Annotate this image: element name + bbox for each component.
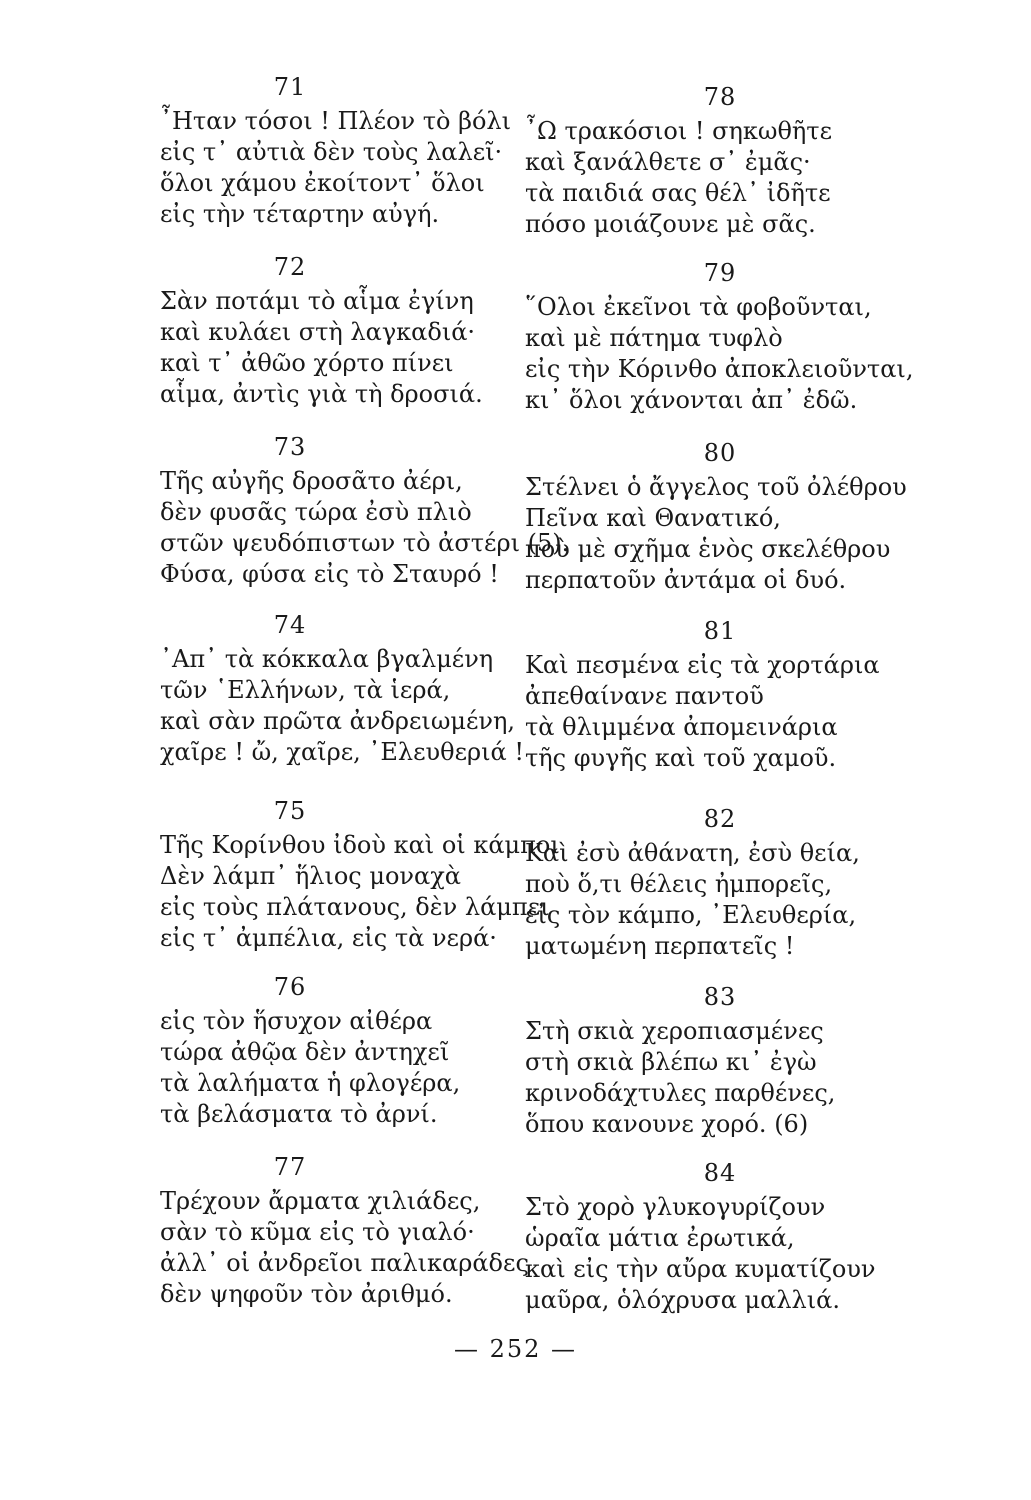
verse-line: ποὺ ὅ,τι θέλεις ἠμπορεῖς,: [525, 870, 833, 898]
verse-line: εἰς τοὺς πλάτανους, δὲν λάμπει: [160, 893, 550, 921]
verse-line: ὡραῖα μάτια ἐρωτικά,: [525, 1224, 795, 1252]
stanza-76: [160, 972, 540, 1130]
verse-line: αἷμα, ἀντὶς γιὰ τὴ δροσιά.: [160, 380, 483, 408]
verse-line: δὲν φυσᾶς τώρα ἐσὺ πλιὸ: [160, 498, 472, 526]
verse-line: εἰς τ᾽ αὐτιὰ δὲν τοὺς λαλεῖ·: [160, 138, 503, 166]
stanza-number: 81: [703, 617, 737, 645]
verse-line: Τῆς Κορίνθου ἰδοὺ καὶ οἱ κάμποι: [160, 831, 560, 859]
verse-line: περπατοῦν ἀντάμα οἱ δυό.: [525, 566, 847, 594]
verse-line: Δὲν λάμπ᾽ ἥλιος μοναχὰ: [160, 862, 461, 890]
verse-line: Καὶ ἐσὺ ἀθάνατη, ἐσὺ θεία,: [525, 839, 860, 867]
verse-line: καὶ κυλάει στὴ λαγκαδιά·: [160, 318, 476, 346]
verse-line: εἰς τὴν Κόρινθο ἀποκλειοῦνται,: [525, 355, 914, 383]
verse-line: τώρα ἀθῷα δὲν ἀντηχεῖ: [160, 1038, 450, 1066]
stanza-number: 78: [703, 83, 737, 111]
stanza-number: 82: [703, 805, 737, 833]
page-number: — 252 —: [453, 1335, 578, 1363]
verse-line: τῶν ῾Ελλήνων, τὰ ἱερά,: [160, 676, 451, 704]
stanza-75: [160, 796, 560, 954]
verse-line: καὶ τ᾽ ἀθῶο χόρτο πίνει: [160, 349, 454, 377]
stanza-number: 77: [273, 1153, 307, 1181]
stanza-number: 84: [703, 1159, 737, 1187]
verse-line: ποὺ μὲ σχῆμα ἑνὸς σκελέθρου: [525, 535, 891, 563]
verse-line: εἰς τὴν τέταρτην αὐγή.: [160, 200, 440, 228]
stanza-79: [525, 258, 914, 416]
verse-line: ᾽Απ᾽ τὰ κόκκαλα βγαλμένη: [160, 645, 494, 673]
stanza-80: [525, 438, 905, 596]
verse-line: ὅλοι χάμου ἐκοίτοντ᾽ ὅλοι: [160, 169, 485, 197]
verse-line: καὶ εἰς τὴν αὔρα κυματίζουν: [525, 1255, 876, 1283]
verse-line: Στὴ σκιὰ χεροπιασμένες: [525, 1017, 824, 1045]
verse-line: στῶν ψευδόπιστων τὸ ἀστέρι (5).: [160, 529, 570, 557]
verse-line: πόσο μοιάζουνε μὲ σᾶς.: [525, 210, 816, 238]
verse-line: Τρέχουν ἄρματα χιλιάδες,: [160, 1187, 481, 1215]
verse-line: χαῖρε ! ὤ, χαῖρε, ᾽Ελευθεριά !: [160, 738, 525, 766]
verse-line: κρινοδάχτυλες παρθένες,: [525, 1079, 836, 1107]
stanza-73: [160, 432, 570, 590]
verse-line: τὰ βελάσματα τὸ ἀρνί.: [160, 1100, 438, 1128]
verse-line: Στὸ χορὸ γλυκογυρίζουν: [525, 1193, 826, 1221]
verse-line: ῞Ολοι ἐκεῖνοι τὰ φοβοῦνται,: [525, 293, 872, 321]
stanza-number: 80: [703, 439, 737, 467]
verse-line: μαῦρα, ὁλόχρυσα μαλλιά.: [525, 1286, 841, 1314]
stanza-84: [525, 1158, 905, 1316]
stanza-72: [160, 252, 540, 410]
verse-line: Τῆς αὐγῆς δροσᾶτο ἀέρι,: [160, 467, 463, 495]
verse-line: ῏Ηταν τόσοι ! Πλέον τὸ βόλι: [160, 107, 512, 135]
verse-line: Πεῖνα καὶ Θανατικό,: [525, 504, 781, 532]
verse-line: καὶ μὲ πάτημα τυφλὸ: [525, 324, 783, 352]
verse-line: κι᾽ ὅλοι χάνονται ἀπ᾽ ἐδῶ.: [525, 386, 858, 414]
verse-line: Στέλνει ὁ ἄγγελος τοῦ ὀλέθρου: [525, 473, 907, 501]
verse-line: ἀπεθαίνανε παντοῦ: [525, 682, 764, 710]
verse-line: Καὶ πεσμένα εἰς τὰ χορτάρια: [525, 651, 880, 679]
verse-line: Σὰν ποτάμι τὸ αἷμα ἐγίνη: [160, 287, 474, 315]
verse-line: τὰ θλιμμένα ἀπομεινάρια: [525, 713, 838, 741]
verse-line: ῏Ω τρακόσιοι ! σηκωθῆτε: [525, 117, 832, 145]
stanza-74: [160, 610, 540, 768]
verse-line: τὰ παιδιά σας θέλ᾽ ἰδῆτε: [525, 179, 831, 207]
verse-line: ὅπου κανουνε χορό. (6): [525, 1110, 809, 1138]
stanza-81: [525, 616, 905, 774]
verse-line: στὴ σκιὰ βλέπω κι᾽ ἐγὼ: [525, 1048, 817, 1076]
stanza-number: 73: [273, 433, 307, 461]
stanza-number: 75: [273, 797, 307, 825]
verse-line: ματωμένη περπατεῖς !: [525, 932, 795, 960]
stanza-number: 76: [273, 973, 307, 1001]
stanza-82: [525, 804, 905, 962]
verse-line: ἀλλ᾽ οἱ ἀνδρεῖοι παλικαράδες: [160, 1249, 529, 1277]
stanza-number: 72: [273, 253, 307, 281]
stanza-71: [160, 72, 540, 230]
verse-line: καὶ σὰν πρῶτα ἀνδρειωμένη,: [160, 707, 516, 735]
verse-line: δὲν ψηφοῦν τὸν ἀριθμό.: [160, 1280, 453, 1308]
stanza-number: 83: [703, 983, 737, 1011]
verse-line: τὰ λαλήματα ἡ φλογέρα,: [160, 1069, 461, 1097]
verse-line: Φύσα, φύσα εἰς τὸ Σταυρό !: [160, 560, 499, 588]
verse-line: σὰν τὸ κῦμα εἰς τὸ γιαλό·: [160, 1218, 475, 1246]
stanza-number: 74: [273, 611, 307, 639]
verse-line: εἰς τὸν ἥσυχον αἰθέρα: [160, 1007, 433, 1035]
stanza-83: [525, 982, 905, 1140]
verse-line: τῆς φυγῆς καὶ τοῦ χαμοῦ.: [525, 744, 837, 772]
stanza-number: 71: [273, 73, 307, 101]
stanza-78: [525, 82, 905, 240]
verse-line: εἰς τ᾽ ἀμπέλια, εἰς τὰ νερά·: [160, 924, 497, 952]
stanza-77: [160, 1152, 540, 1310]
verse-line: καὶ ξανάλθετε σ᾽ ἐμᾶς·: [525, 148, 811, 176]
verse-line: εἰς τὸν κάμπο, ᾽Ελευθερία,: [525, 901, 857, 929]
stanza-number: 79: [703, 259, 737, 287]
